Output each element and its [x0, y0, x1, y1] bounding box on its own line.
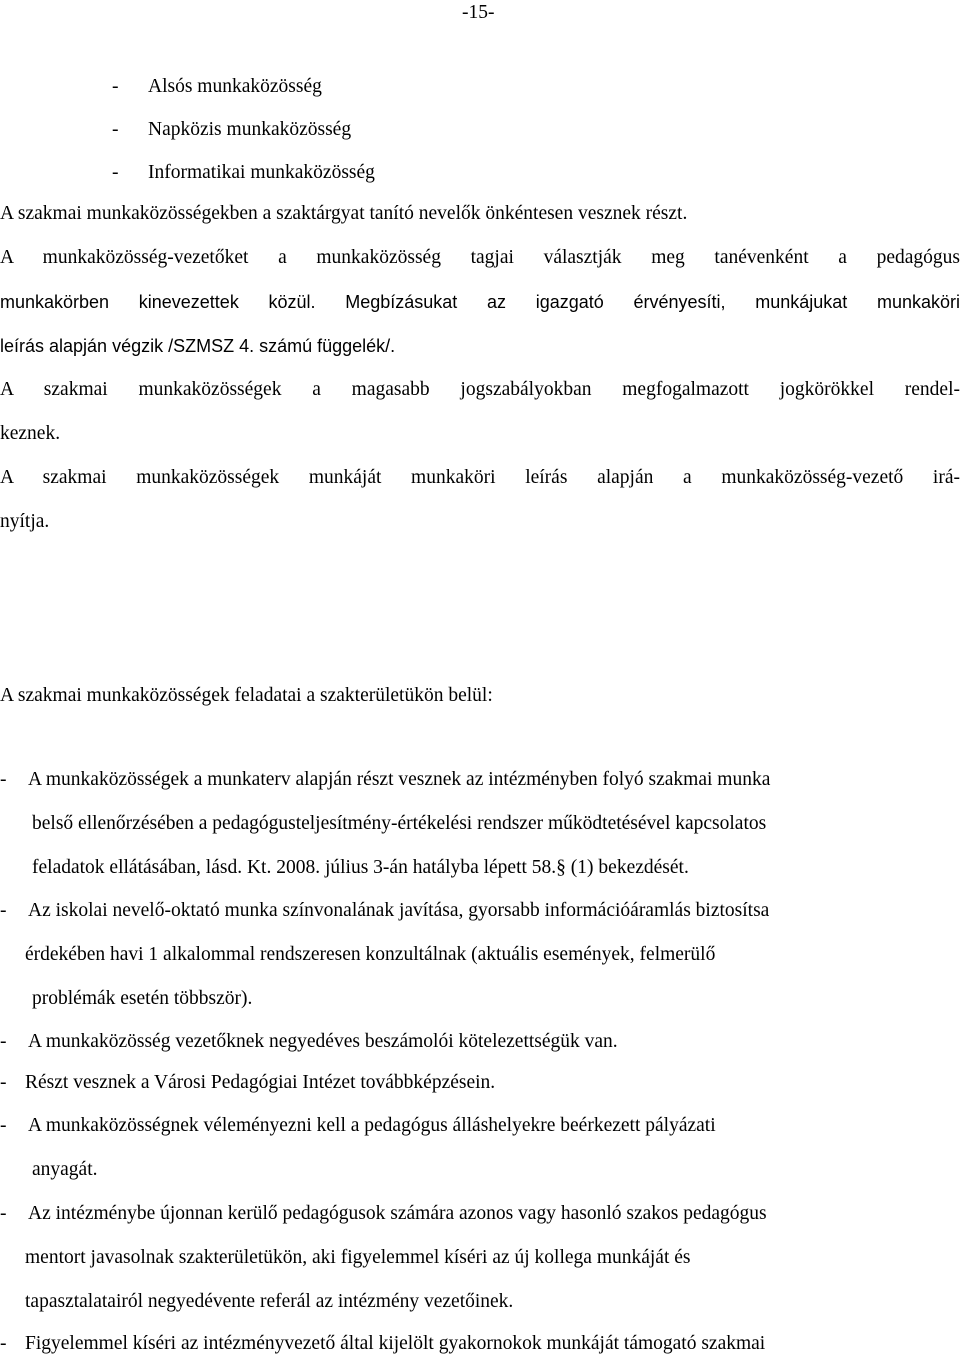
list-item-text: Az iskolai nevelő-oktató munka színvonalának javítása, gyorsabb információáramlás biztosítsa — [28, 900, 770, 921]
list-dash: - — [0, 1333, 7, 1354]
section-heading: A szakmai munkaközösségek feladatai a szakterületükön belül: — [0, 685, 493, 706]
list-dash: - — [0, 1115, 7, 1136]
list-item-text: A munkaközösségek a munkaterv alapján részt vesznek az intézményben folyó szakmai munka — [28, 769, 771, 790]
list-item-continuation — [0, 810, 960, 838]
paragraph-line: A szakmai munkaközösségek a magasabb jogszabályokban megfogalmazott jogkörökkel rendel- — [0, 379, 960, 400]
list-item-text: Részt vesznek a Városi Pedagógiai Intézet továbbképzésein. — [25, 1072, 496, 1093]
list-item-continuation — [0, 985, 960, 1013]
list-item-text: mentort javasolnak szakterületükön, aki figyelemmel kíséri az új kollega munkáját és — [25, 1247, 691, 1268]
list-dash: - — [112, 162, 119, 183]
paragraph-line: A munkaközösség-vezetőket a munkaközösség tagjai választják meg tanévenként a pedagógus — [0, 247, 960, 268]
paragraph-line: leírás alapján végzik /SZMSZ 4. számú függelék/. — [0, 336, 396, 356]
list-item-text: érdekében havi 1 alkalommal rendszeresen konzultálnak (aktuális események, felmerülő — [25, 944, 716, 965]
page-number: -15- — [462, 2, 495, 23]
paragraph-line: keznek. — [0, 423, 61, 444]
paragraph-line: munkakörben kinevezettek közül. Megbízásukat az igazgató érvényesíti, munkájukat munkaköri — [0, 292, 960, 312]
list-item-text: Alsós munkaközösség — [148, 76, 322, 97]
list-item-text: feladatok ellátásában, lásd. Kt. 2008. július 3-án hatályba lépett 58.§ (1) bekezdését. — [32, 857, 689, 878]
list-dash: - — [0, 900, 7, 921]
list-dash: - — [112, 76, 119, 97]
paragraph-line: nyítja. — [0, 511, 50, 532]
list-item-continuation — [0, 1156, 960, 1184]
list-item-text: anyagát. — [32, 1159, 98, 1180]
paragraph-line: A szakmai munkaközösségek munkáját munkaköri leírás alapján a munkaközösség-vezető irá- — [0, 467, 960, 488]
list-dash: - — [0, 769, 7, 790]
paragraph-line: A szakmai munkaközösségekben a szaktárgyat tanító nevelők önkéntesen vesznek részt. — [0, 203, 688, 224]
list-item-text: tapasztalatairól negyedévente referál az intézmény vezetőinek. — [25, 1291, 514, 1312]
list-item — [0, 1330, 960, 1358]
list-item — [112, 159, 375, 202]
list-item-continuation — [0, 1288, 960, 1316]
work-community-list — [112, 73, 375, 202]
list-item — [0, 1028, 960, 1056]
list-item-text: A munkaközösség vezetőknek negyedéves beszámolói kötelezettségük van. — [28, 1031, 618, 1052]
list-item-text: Napközis munkaközösség — [148, 119, 352, 140]
list-item — [112, 116, 375, 159]
list-item-text: A munkaközösségnek véleményezni kell a pedagógus álláshelyekre beérkezett pályázati — [28, 1115, 716, 1136]
list-item-text: Figyelemmel kíséri az intézményvezető által kijelölt gyakornokok munkáját támogató szakmai — [25, 1333, 766, 1354]
list-item — [112, 73, 375, 116]
list-item — [0, 1200, 960, 1228]
list-item — [0, 897, 960, 925]
list-item-continuation — [0, 941, 960, 969]
list-item — [0, 1112, 960, 1140]
list-item-text: Az intézménybe újonnan kerülő pedagógusok számára azonos vagy hasonló szakos pedagógus — [28, 1203, 767, 1224]
list-item-text: problémák esetén többször). — [32, 988, 253, 1009]
list-item-continuation — [0, 1244, 960, 1272]
list-item-text: belső ellenőrzésében a pedagógusteljesítmény-értékelési rendszer működtetésével kapcsolatos — [32, 813, 767, 834]
list-dash: - — [0, 1072, 7, 1093]
list-dash: - — [0, 1031, 7, 1052]
list-item — [0, 766, 960, 794]
list-item — [0, 1069, 960, 1097]
list-dash: - — [0, 1203, 7, 1224]
list-item-continuation — [0, 854, 960, 882]
list-item-text: Informatikai munkaközösség — [148, 162, 375, 183]
list-dash: - — [112, 119, 119, 140]
